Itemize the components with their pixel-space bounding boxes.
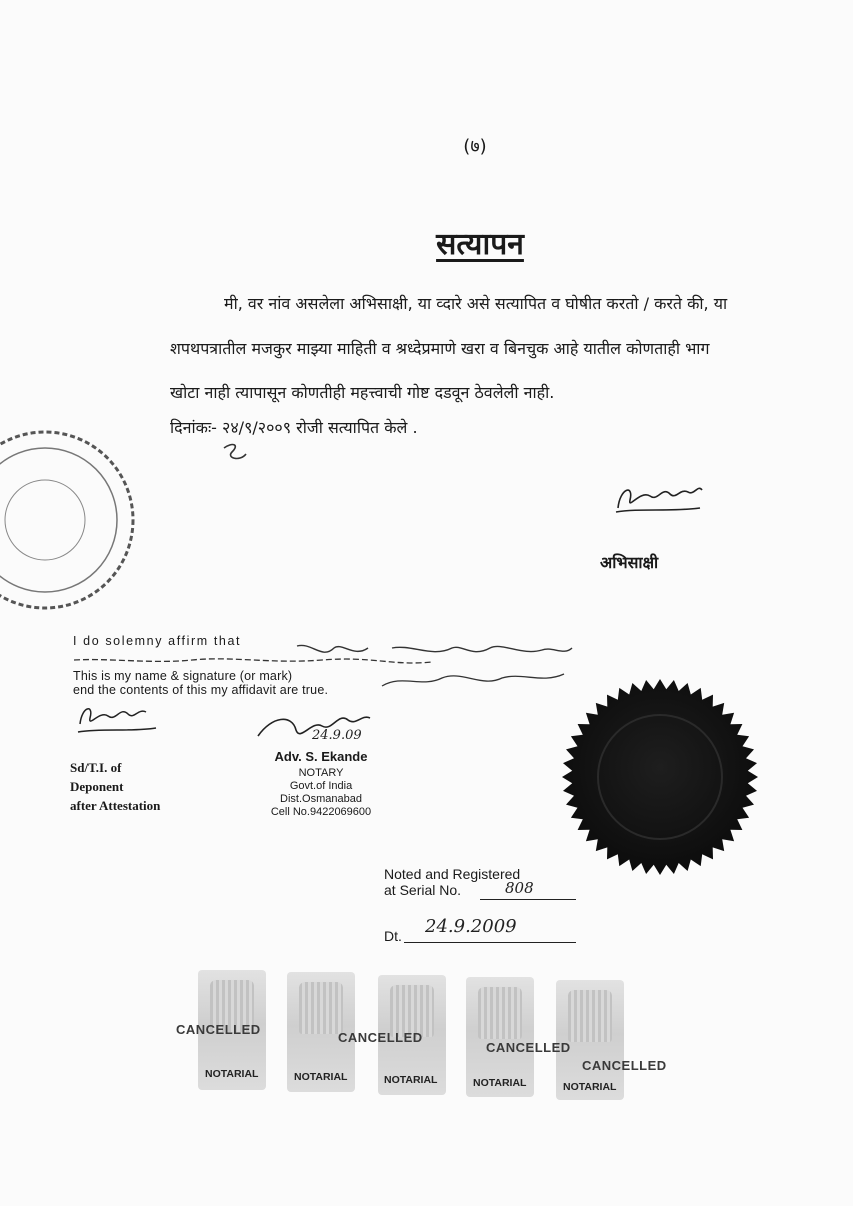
serial-value: 808 — [505, 879, 534, 897]
attestation-line-2: This is my name & signature (or mark) — [73, 669, 293, 683]
notarial-label: NOTARIAL — [294, 1071, 348, 1083]
notary-embossed-seal-icon — [560, 675, 760, 880]
notary-name: Adv. S. Ekande — [274, 749, 368, 764]
date-underline — [404, 942, 576, 943]
date-label: Dt. — [384, 928, 402, 944]
notary-district: Dist.Osmanabad — [280, 793, 362, 805]
cancelled-label: CANCELLED — [176, 1022, 261, 1037]
after-attestation-text: after Attestation — [70, 798, 161, 813]
notarial-label: NOTARIAL — [384, 1074, 438, 1086]
attestation-line-1: I do solemny affirm that — [73, 634, 242, 648]
round-seal-icon — [0, 425, 160, 615]
deponent-signature-small — [72, 700, 162, 740]
notary-cell: Cell No.9422069600 — [270, 806, 372, 818]
notary-govt: Govt.of India — [289, 780, 353, 792]
deponent-signature — [610, 478, 710, 522]
body-line-3: खोटा नाही त्यापासून कोणतीही महत्त्वाची गोष्ट दडवून ठेवलेली नाही. — [170, 383, 555, 402]
cancelled-label: CANCELLED — [338, 1030, 423, 1045]
page-title: सत्यापन — [436, 227, 524, 262]
sd-ti-label: Sd/T.I. of — [70, 760, 122, 775]
serial-underline — [480, 899, 576, 900]
page-number: (७) — [463, 136, 487, 157]
body-line-2: शपथपत्रातील मजकुर माझ्या माहिती व श्रध्देप्रमाणे खरा व बिनचुक आहे यातील कोणताही भाग — [170, 339, 710, 358]
notary-sign-date: 24.9.09 — [312, 728, 362, 743]
notary-title: NOTARY — [298, 767, 344, 779]
deponent-text: Deponent — [70, 779, 124, 794]
date-line: दिनांकः- २४/९/२००९ रोजी सत्यापित केले . — [170, 418, 418, 437]
handwritten-mark — [218, 440, 258, 466]
serial-label: at Serial No. — [384, 882, 462, 898]
deponent-label: अभिसाक्षी — [600, 553, 659, 572]
cancelled-label: CANCELLED — [486, 1040, 571, 1055]
register-date-value: 24.9.2009 — [425, 916, 517, 937]
attestation-line-3: end the contents of this my affidavit are true. — [73, 683, 329, 697]
notarial-label: NOTARIAL — [563, 1081, 617, 1093]
cancelled-label: CANCELLED — [582, 1058, 667, 1073]
noted-registered-text: Noted and Registered — [384, 866, 521, 882]
notarial-label: NOTARIAL — [473, 1077, 527, 1089]
notarial-label: NOTARIAL — [205, 1068, 259, 1080]
body-line-1: मी, वर नांव असलेला अभिसाक्षी, या व्दारे असे सत्यापित व घोषीत करतो / करते की, या — [224, 294, 728, 313]
